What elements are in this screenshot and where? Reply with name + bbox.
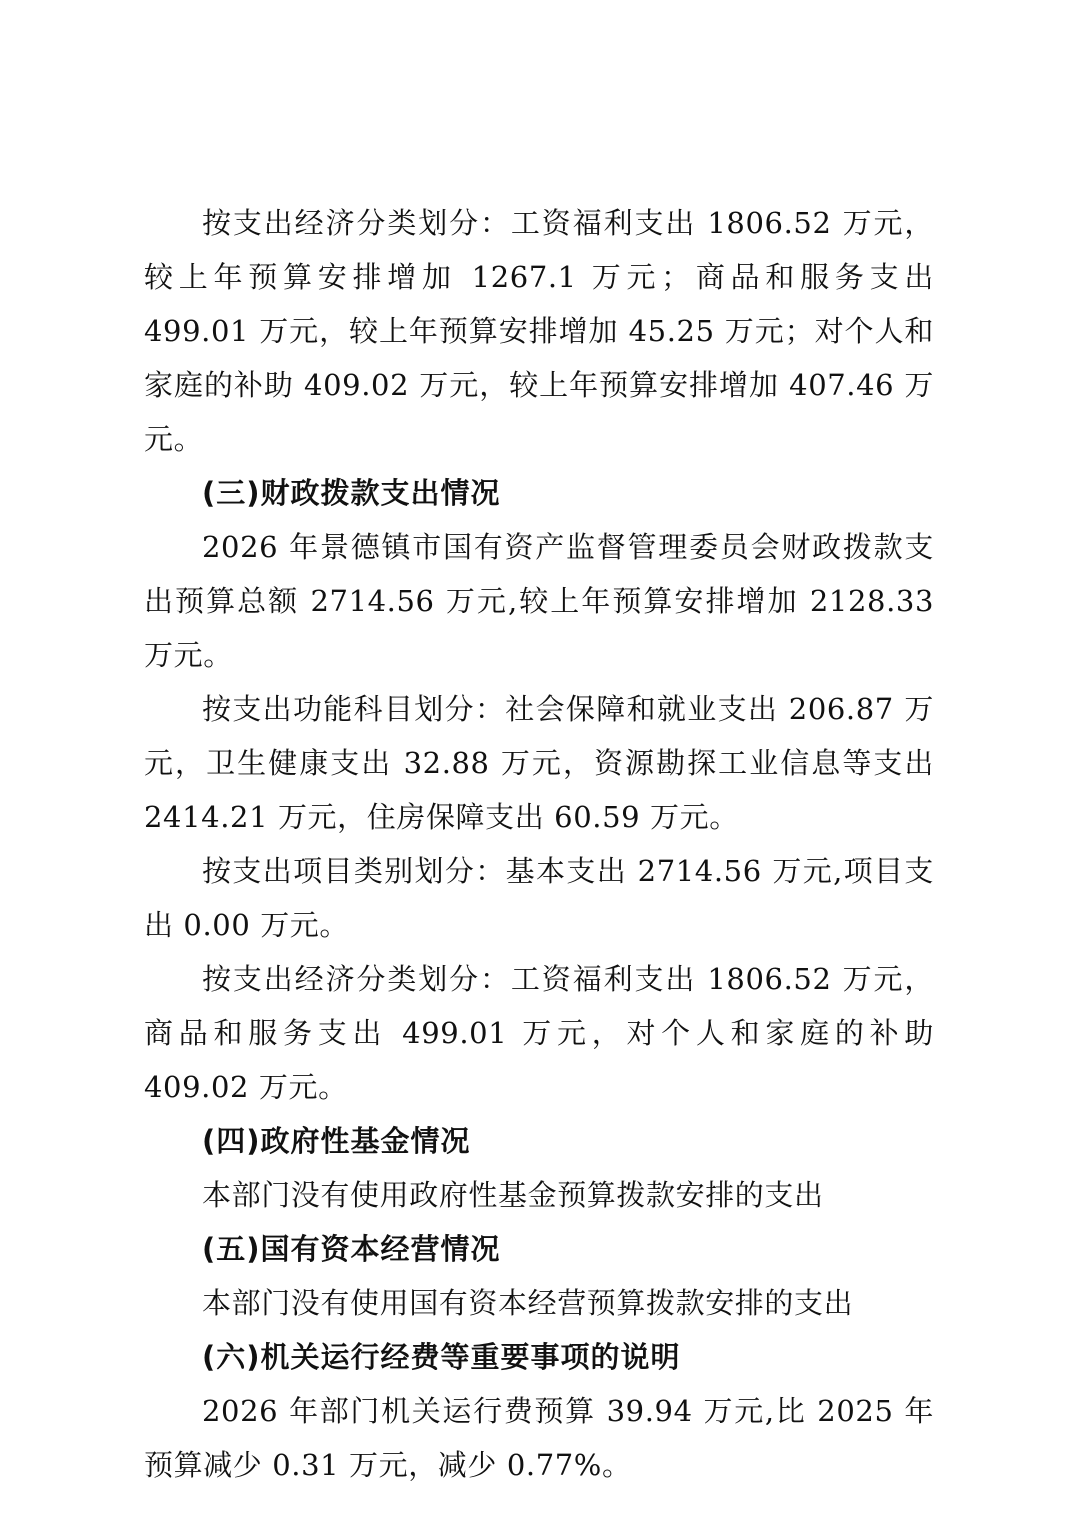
paragraph-operating-expenses: 2026 年部门机关运行费预算 39.94 万元,比 2025 年预算减少 0.31 万元，减少 0.77%。	[144, 1394, 934, 1482]
paragraph-government-fund-none: 本部门没有使用政府性基金预算拨款安排的支出	[202, 1178, 824, 1212]
paragraph-economic-classification: 按支出经济分类划分：工资福利支出 1806.52 万元，商品和服务支出 499.01 万元，对个人和家庭的补助 409.02 万元。	[144, 962, 934, 1104]
section-heading-state-capital: (五)国有资本经营情况	[202, 1232, 501, 1266]
paragraph-fiscal-total: 2026 年景德镇市国有资产监督管理委员会财政拨款支出预算总额 2714.56 万元,较上年预算安排增加 2128.33 万元。	[144, 530, 934, 672]
section-heading-government-fund: (四)政府性基金情况	[202, 1124, 471, 1158]
paragraph-project-category: 按支出项目类别划分：基本支出 2714.56 万元,项目支出 0.00 万元。	[144, 854, 934, 942]
section-heading-fiscal-appropriation-expenditure: (三)财政拨款支出情况	[202, 476, 501, 510]
paragraph-state-capital-none: 本部门没有使用国有资本经营预算拨款安排的支出	[202, 1286, 854, 1320]
document-body	[144, 196, 934, 1492]
paragraph-economic-classification-comparison: 按支出经济分类划分：工资福利支出 1806.52 万元，较上年预算安排增加 1267.1 万元；商品和服务支出 499.01 万元，较上年预算安排增加 45.25 万元；对个人和家庭的补助 409.02 万元，较上年预算安排增加 407.46 万元。	[144, 206, 934, 456]
paragraph-functional-classification: 按支出功能科目划分：社会保障和就业支出 206.87 万元，卫生健康支出 32.88 万元，资源勘探工业信息等支出 2414.21 万元，住房保障支出 60.59 万元。	[144, 692, 934, 834]
section-heading-operating-expenses: (六)机关运行经费等重要事项的说明	[202, 1340, 681, 1374]
